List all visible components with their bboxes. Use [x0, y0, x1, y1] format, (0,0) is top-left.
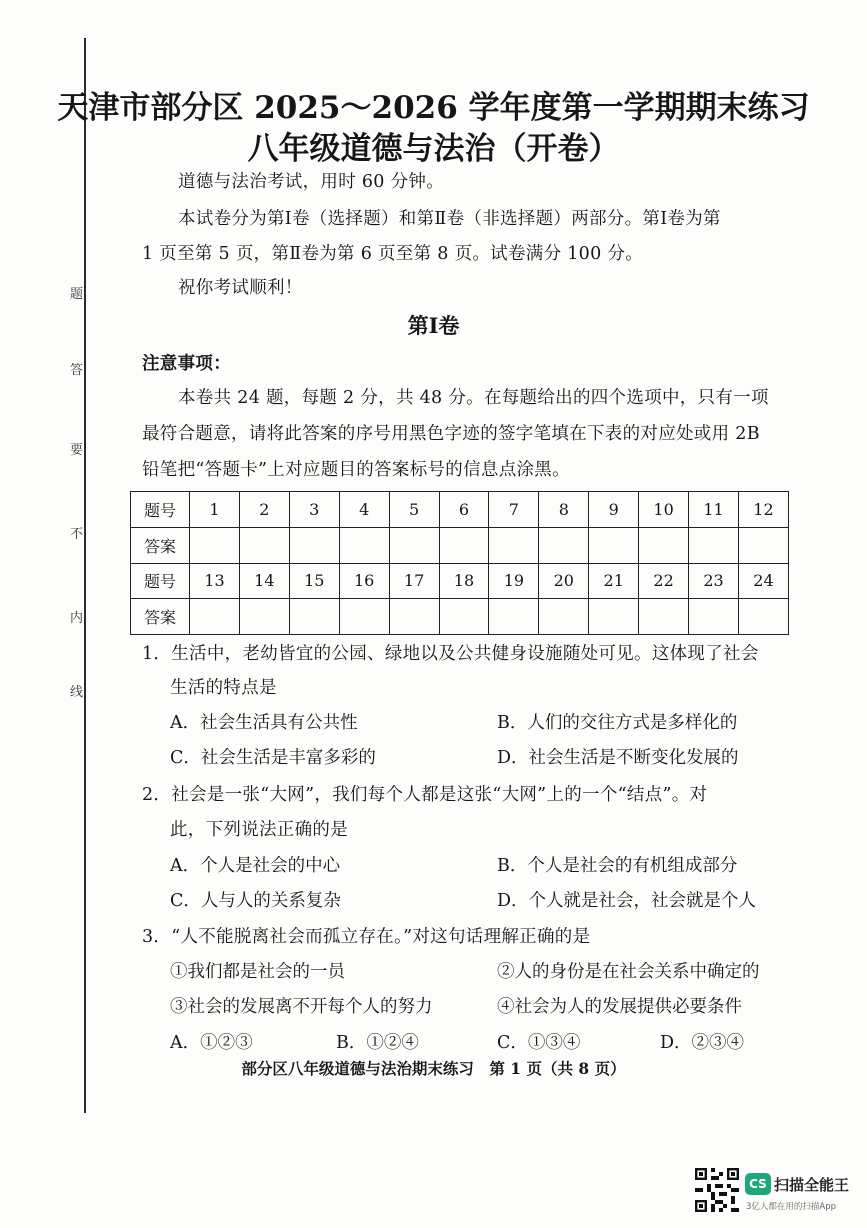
- section-title: 第Ⅰ卷: [407, 313, 460, 338]
- table-row: [131, 563, 789, 599]
- question-number: 23: [689, 563, 739, 599]
- statement: ②人的身份是在社会关系中确定的: [497, 962, 760, 982]
- question-stem: 2．社会是一张“大网”，我们每个人都是这张“大网”上的一个“结点”。对: [142, 785, 708, 805]
- answer-cell[interactable]: [589, 527, 639, 563]
- scanner-name: 扫描全能王: [774, 1176, 850, 1194]
- intro-line: 本试卷分为第Ⅰ卷（选择题）和第Ⅱ卷（非选择题）两部分。第Ⅰ卷为第: [178, 209, 721, 229]
- answer-cell[interactable]: [339, 599, 389, 635]
- answer-cell[interactable]: [239, 599, 289, 635]
- question-number: 16: [339, 563, 389, 599]
- answer-cell[interactable]: [190, 599, 240, 635]
- question-number: 21: [589, 563, 639, 599]
- answer-cell[interactable]: [589, 599, 639, 635]
- question-stem: 生活的特点是: [170, 678, 277, 698]
- answer-cell[interactable]: [289, 527, 339, 563]
- intro-line: 道德与法治考试，用时 60 分钟。: [178, 172, 444, 192]
- question-number: 9: [589, 492, 639, 528]
- option-b[interactable]: B．个人是社会的有机组成部分: [497, 856, 738, 876]
- question-number: 10: [639, 492, 689, 528]
- answer-cell[interactable]: [738, 599, 788, 635]
- answer-cell[interactable]: [239, 527, 289, 563]
- question-number: 18: [439, 563, 489, 599]
- answer-cell[interactable]: [339, 527, 389, 563]
- binding-char: 题: [70, 287, 84, 302]
- binding-line: [84, 38, 86, 1113]
- option-d[interactable]: D．②③④: [660, 1033, 745, 1053]
- option-b[interactable]: B．人们的交往方式是多样化的: [497, 713, 738, 733]
- answer-label: 答案: [131, 527, 190, 563]
- statement: ④社会为人的发展提供必要条件: [497, 997, 742, 1017]
- question-number: 12: [738, 492, 788, 528]
- answer-cell[interactable]: [689, 599, 739, 635]
- question-number: 19: [489, 563, 539, 599]
- answer-cell[interactable]: [489, 527, 539, 563]
- answer-cell[interactable]: [439, 599, 489, 635]
- answer-cell[interactable]: [539, 527, 589, 563]
- question-stem: 3．“人不能脱离社会而孤立存在。”对这句话理解正确的是: [142, 927, 591, 947]
- answer-cell[interactable]: [539, 599, 589, 635]
- question-number: 13: [190, 563, 240, 599]
- answer-cell[interactable]: [289, 599, 339, 635]
- answer-cell[interactable]: [439, 527, 489, 563]
- question-stem: 1．生活中，老幼皆宜的公园、绿地以及公共健身设施随处可见。这体现了社会: [142, 644, 759, 664]
- notice-line: 铅笔把“答题卡”上对应题目的答案标号的信息点涂黑。: [142, 460, 570, 480]
- question-stem: 此，下列说法正确的是: [170, 820, 348, 840]
- option-a[interactable]: A．个人是社会的中心: [170, 856, 341, 876]
- intro-line: 祝你考试顺利！: [178, 278, 303, 298]
- binding-char: 内: [70, 611, 84, 626]
- answer-cell[interactable]: [689, 527, 739, 563]
- option-c[interactable]: C．人与人的关系复杂: [170, 891, 341, 911]
- answer-cell[interactable]: [639, 599, 689, 635]
- table-row: [131, 527, 789, 563]
- exam-subtitle: 八年级道德与法治（开卷）: [247, 131, 620, 167]
- answer-cell[interactable]: [389, 527, 439, 563]
- table-row: [131, 492, 789, 528]
- answer-label: 答案: [131, 599, 190, 635]
- answer-cell[interactable]: [738, 527, 788, 563]
- answer-cell[interactable]: [389, 599, 439, 635]
- binding-char: 不: [70, 527, 84, 542]
- question-number: 1: [190, 492, 240, 528]
- question-number: 14: [239, 563, 289, 599]
- option-d[interactable]: D．社会生活是不断变化发展的: [497, 748, 739, 768]
- question-number: 6: [439, 492, 489, 528]
- intro-line: 1 页至第 5 页，第Ⅱ卷为第 6 页至第 8 页。试卷满分 100 分。: [142, 244, 643, 264]
- exam-title: 天津市部分区 2025～2026 学年度第一学期期末练习: [57, 90, 810, 126]
- question-number: 20: [539, 563, 589, 599]
- question-number: 22: [639, 563, 689, 599]
- answer-cell[interactable]: [190, 527, 240, 563]
- question-number: 5: [389, 492, 439, 528]
- answer-cell[interactable]: [489, 599, 539, 635]
- binding-char: 要: [70, 443, 84, 458]
- option-a[interactable]: A．社会生活具有公共性: [170, 713, 358, 733]
- option-b[interactable]: B．①②④: [336, 1033, 419, 1053]
- question-number: 15: [289, 563, 339, 599]
- notice-heading: 注意事项：: [142, 354, 231, 374]
- page-footer: 部分区八年级道德与法治期末练习 第 1 页（共 8 页）: [241, 1059, 626, 1078]
- table-row: [131, 599, 789, 635]
- notice-line: 最符合题意，请将此答案的序号用黑色字迹的签字笔填在下表的对应处或用 2B: [142, 424, 760, 444]
- number-label: 题号: [131, 563, 190, 599]
- question-number: 8: [539, 492, 589, 528]
- binding-char: 答: [70, 363, 84, 378]
- number-label: 题号: [131, 492, 190, 528]
- option-c[interactable]: C．社会生活是丰富多彩的: [170, 748, 376, 768]
- question-number: 2: [239, 492, 289, 528]
- binding-char: 线: [70, 685, 84, 700]
- question-number: 17: [389, 563, 439, 599]
- option-d[interactable]: D．个人就是社会，社会就是个人: [497, 891, 757, 911]
- camscanner-logo-icon: CS: [745, 1173, 771, 1195]
- question-number: 3: [289, 492, 339, 528]
- question-number: 7: [489, 492, 539, 528]
- option-a[interactable]: A．①②③: [170, 1033, 253, 1053]
- question-number: 11: [689, 492, 739, 528]
- question-number: 24: [738, 563, 788, 599]
- statement: ③社会的发展离不开每个人的努力: [170, 997, 433, 1017]
- qr-code-icon: [695, 1168, 739, 1212]
- option-c[interactable]: C．①③④: [497, 1033, 581, 1053]
- answer-cell[interactable]: [639, 527, 689, 563]
- question-number: 4: [339, 492, 389, 528]
- notice-line: 本卷共 24 题，每题 2 分，共 48 分。在每题给出的四个选项中，只有一项: [178, 388, 769, 408]
- answer-table: [130, 491, 789, 635]
- scanner-tagline: 3亿人都在用的扫描App: [746, 1202, 837, 1212]
- statement: ①我们都是社会的一员: [170, 962, 345, 982]
